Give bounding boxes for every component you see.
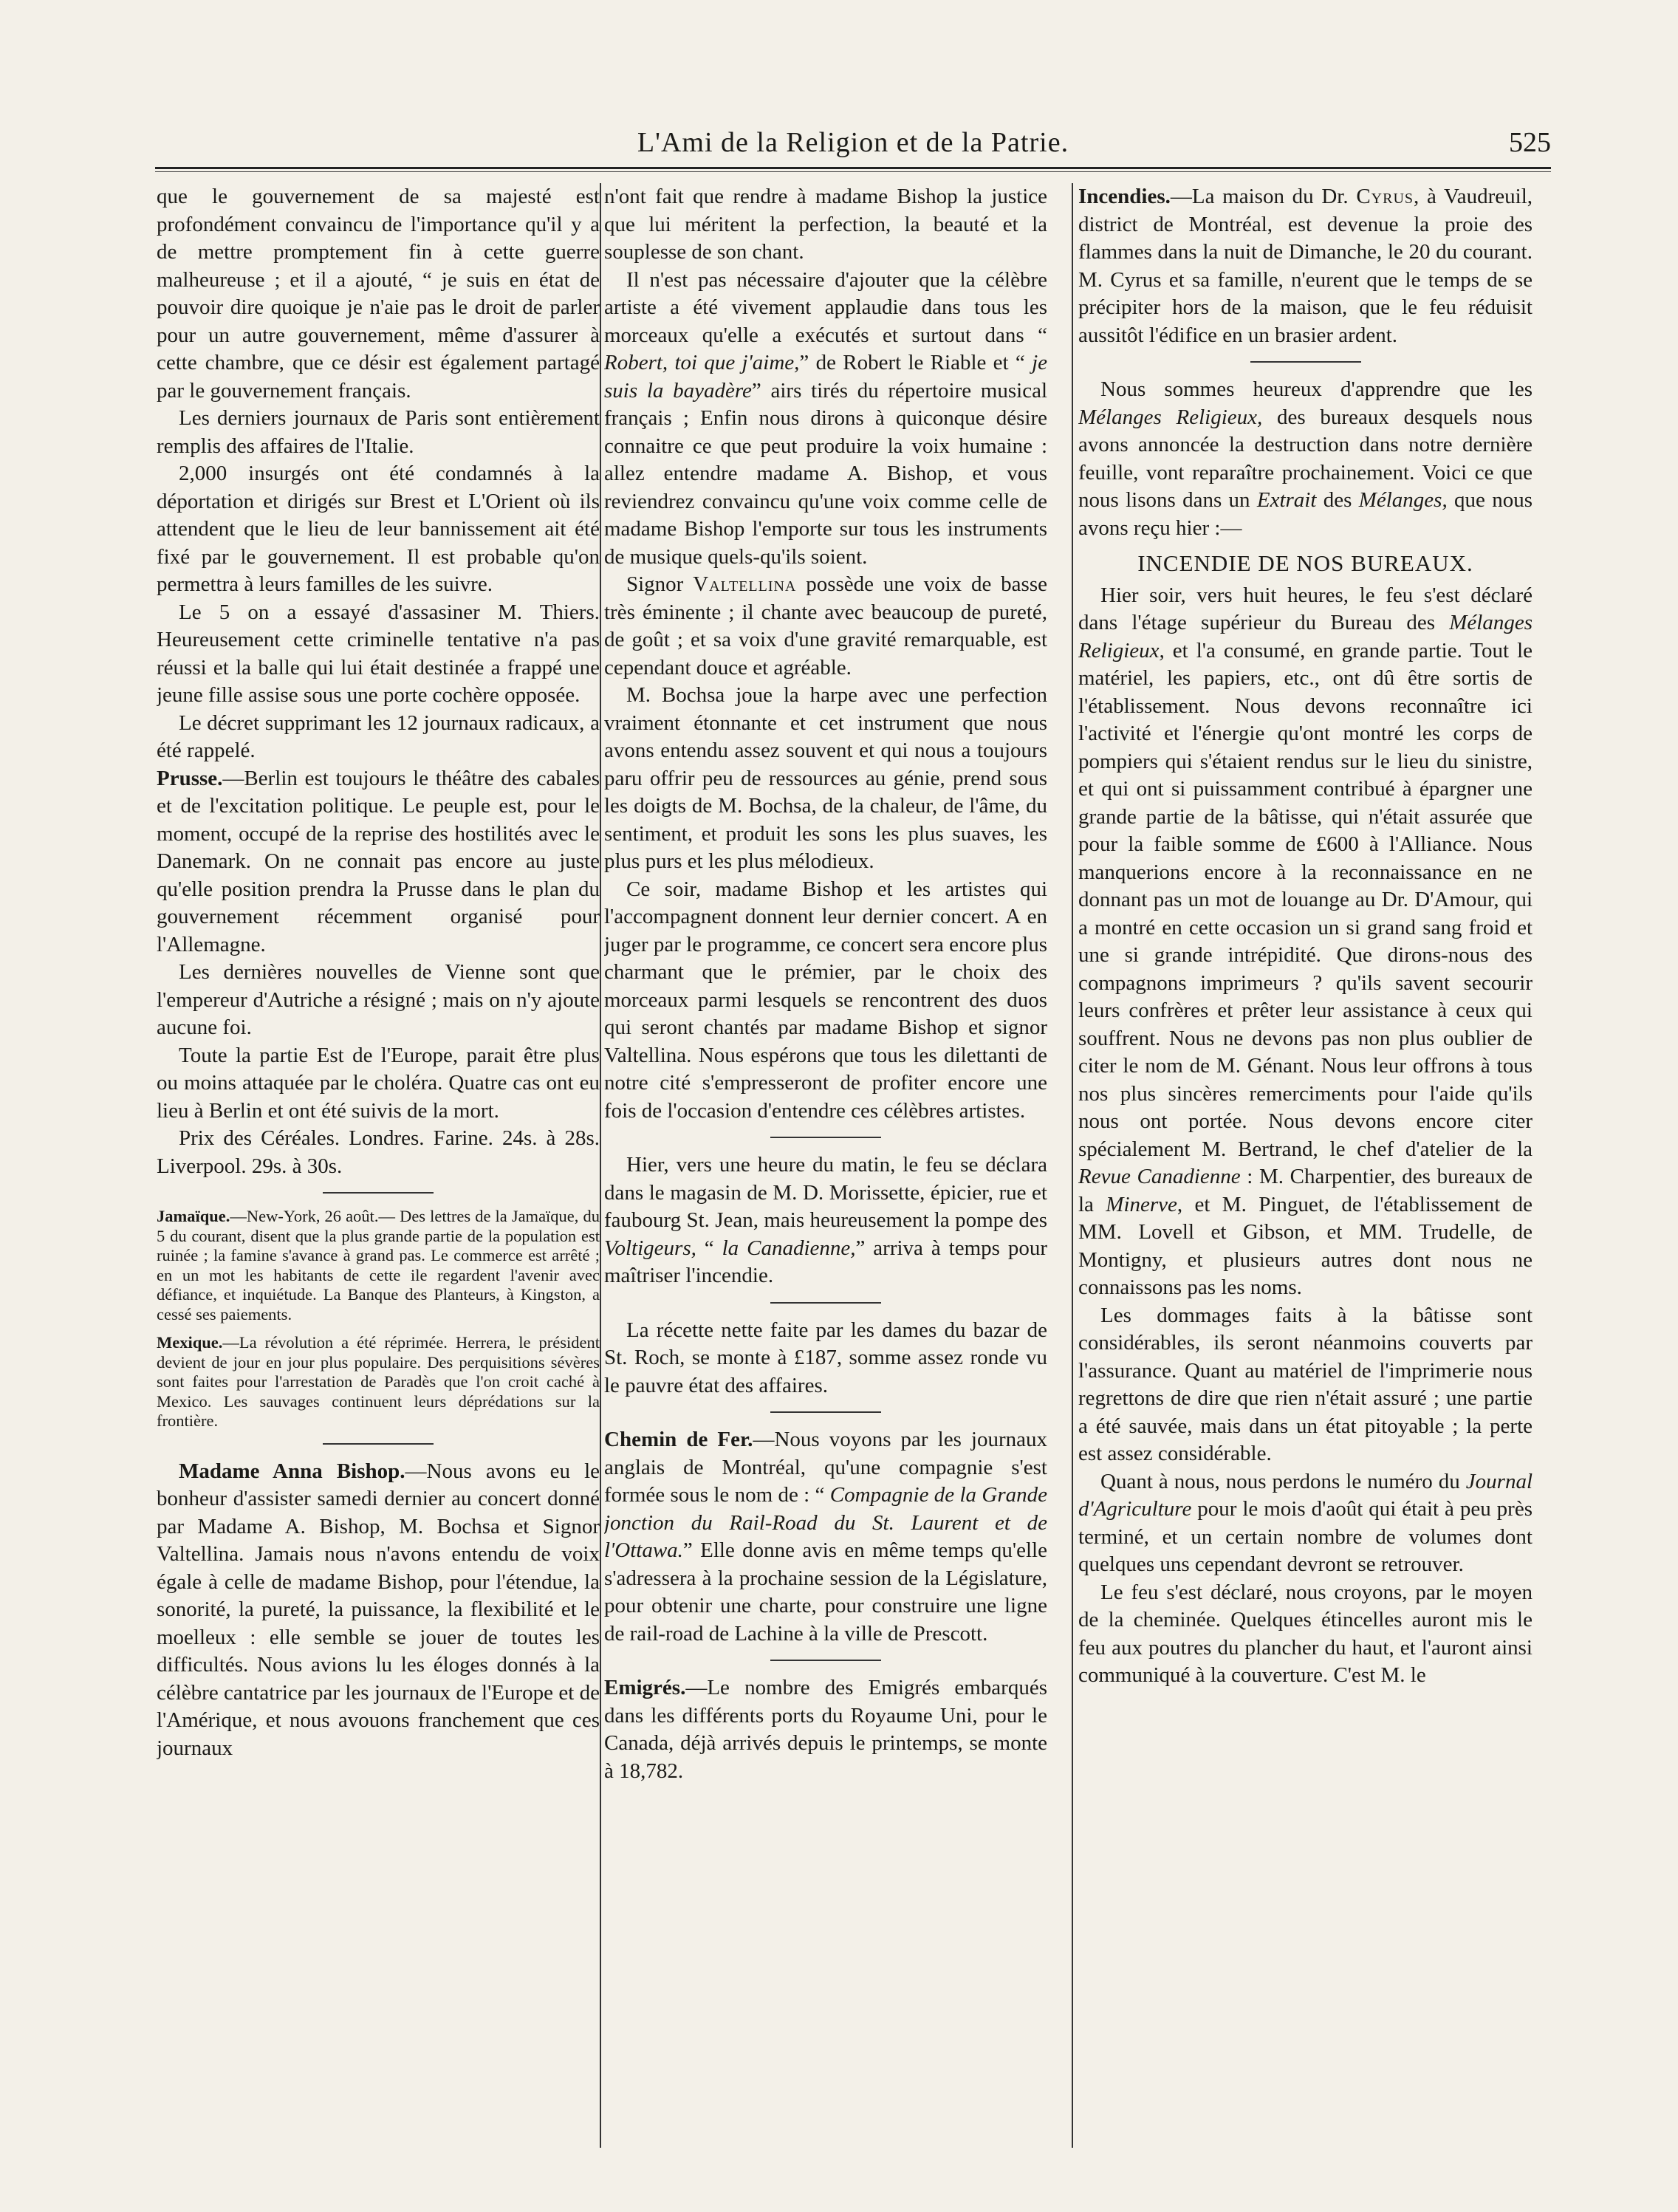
paragraph — [604, 267, 1047, 572]
article-heading: Prusse. — [157, 766, 223, 790]
header-rule-thin — [155, 171, 1551, 172]
text-run: ” Elle donne avis en même temps qu'elle s'adressera à la prochaine session de la Législature, pour obtenir une charte, pour construire une ligne de rail-road de Lachine à la ville de Prescott. — [604, 1538, 1047, 1646]
text-run: , et M. Pinguet, de l'établissement de MM. Lovell et Gibson, et MM. Trudelle, de Montigny, et plusieurs autres dont nous ne connaissons pas les noms. — [1078, 1192, 1533, 1299]
paragraph: Prix des Céréales. Londres. Farine. 24s. à 28s. Liverpool. 29s. à 30s. — [157, 1126, 600, 1178]
separator — [323, 1443, 434, 1445]
page-header — [155, 122, 1551, 166]
text-run: —Nous voyons par les journaux anglais de Montréal, qu'une compagnie s'est formée sous le nom de : “ — [604, 1428, 1047, 1507]
text-run: des — [1316, 488, 1359, 512]
italic-run: Journal d'Agriculture — [1078, 1469, 1533, 1521]
paragraph: 2,000 insurgés ont été condamnés à la déportation et dirigés sur Brest et L'Orient où ils attendent que le lieu de leur bannissement ait été fixé par le gouvernement. Il est probable qu'on permettra à leurs familles de les suivre. — [157, 462, 600, 596]
italic-run: Revue Canadienne — [1078, 1165, 1241, 1188]
text-run: ” arriva à temps pour maîtriser l'incendie. — [604, 1236, 1047, 1287]
separator — [323, 1192, 434, 1194]
article-heading: Mexique. — [157, 1333, 223, 1352]
section-title: INCENDIE DE NOS BUREAUX. — [1137, 550, 1473, 576]
separator — [770, 1411, 881, 1413]
text-run: Hier soir, vers huit heures, le feu s'est déclaré dans l'étage supérieur du Bureau des — [1078, 583, 1533, 634]
italic-run: Mélanges Religieux, — [1078, 611, 1533, 662]
paragraph — [604, 1151, 1047, 1290]
article-prusse — [157, 765, 600, 959]
separator — [770, 1302, 881, 1304]
text-run: ” de Robert le Riable et “ — [799, 351, 1033, 374]
article-jamaique — [157, 1207, 600, 1324]
article-chemin-de-fer — [604, 1426, 1047, 1648]
paragraph: Les dommages faits à la bâtisse sont considérables, ils seront néanmoins couverts par l'assurance. Quant au matériel de l'imprimerie nous regrettons de dire que rien n'était assuré ; une partie a été sauvée, mais dans un état pitoyable ; la perte est assez considérable. — [1078, 1303, 1533, 1465]
article-text: —New-York, 26 août.— Des lettres de la Jamaïque, du 5 du courant, disent que la plus grande partie de la population est ruinée ; la famine s'avance à grand pas. Le commerce est arrêté ; en un mot les habitants de cette ile regardent l'avenir avec défiance, et inquiétude. La Banque des Planteurs, à Kingston, a cessé ses paiements. — [157, 1207, 600, 1324]
article-heading: Incendies. — [1078, 185, 1171, 208]
italic-run: Extrait — [1256, 488, 1317, 512]
text-run: Il n'est pas nécessaire d'ajouter que la célèbre artiste a été vivement applaudie dans tous les morceaux qu'elle a exécutés et surtout dans “ — [604, 267, 1047, 347]
article-text: —La révolution a été réprimée. Herrera, le président devient de jour en jour plus populaire. Des perquisitions sévères sont faites pour l'arrestation de Paradès que l'on croit caché à Mexico. Les sauvages continuent leurs déprédations sur la frontière. — [157, 1333, 600, 1430]
small-news-block — [157, 1207, 600, 1431]
article-text: —Nous avons eu le bonheur d'assister samedi dernier au concert donné par Madame A. Bishop, M. Bochsa et Signor Valtellina. Jamais nous n'avons entendu de voix égale à celle de madame Bishop, pour l'étendue, la sonorité, la pureté, la puissance, la flexibilité et le moelleux : elle semble se jouer de toutes les difficultés. Nous avions lu les éloges donnés à la célèbre cantatrice par les journaux de l'Europe et de l'Amérique, et nous avouons franchement que ces journaux — [157, 1459, 600, 1760]
italic-run: la Canadienne, — [722, 1236, 856, 1260]
article-heading: Chemin de Fer. — [604, 1428, 753, 1451]
column-3 — [1078, 183, 1533, 2177]
paragraph: Toute la partie Est de l'Europe, parait être plus ou moins attaquée par le choléra. Quatre cas ont eu lieu à Berlin et ont été suivis de la mort. — [157, 1043, 600, 1123]
italic-run: Minerve — [1106, 1192, 1177, 1216]
paragraph: Ce soir, madame Bishop et les artistes qui l'accompagnent donnent leur dernier concert. A en juger par le programme, ce concert sera encore plus charmant que le prémier, par le choix des morceaux parmi lesquels se rencontrent des duos qui seront chantés par madame Bishop et signor Valtellina. Nous espérons que tous les dilettanti de notre cité s'empresseront de profiter encore une fois de l'occasion d'entendre ces célèbres artistes. — [604, 877, 1047, 1123]
text-run: Quant à nous, nous perdons le numéro du — [1100, 1469, 1466, 1493]
separator — [1250, 361, 1361, 363]
italic-run: Mélanges Religieux, — [1078, 405, 1263, 429]
paragraph: M. Bochsa joue la harpe avec une perfection vraiment étonnante et cet instrument que nous avons entendu assez souvent et qui nous a toujours paru offrir peu de ressources au génie, prend sous les doigts de M. Bochsa, de la chaleur, de l'âme, du sentiment, et produit les sons les plus suaves, les plus purs et les plus mélodieux. — [604, 683, 1047, 873]
text-run: Signor — [626, 572, 694, 596]
article-heading: Madame Anna Bishop. — [179, 1459, 405, 1483]
text-run: et l'a consumé, en grande partie. Tout le matériel, les papiers, etc., ont dû être sortis de l'établissement. Nous devons reconnaître ici l'activité et l'énergie qu'ont montré les corps de pompiers qui s'étaient rendus sur le lieu du sinistre, et qui ont si puissamment contribué à épargner une grande partie de la bâtisse, qui n'était assurée que pour la faible somme de £600 à l'Alliance. Nous manquerions encore à la reconnaissance en ne donnant pas un mot de louange au Dr. D'Amour, qui a montré en cette occasion un si grand sang froid et une si grande intrépidité. Que dirons-nous des compagnons imprimeurs ? qu'ils savent secourir leurs confrères et prêter leur assistance à ceux qui souffrent. Nous ne devons pas non plus oublier de citer le nom de M. Génant. Nous leur offrons à tous nos plus sincères remerciments pour l'aide qu'ils nous ont portée. Nous devons encore citer spécialement M. Bertrand, le chef d'atelier de la — [1078, 638, 1533, 1161]
paragraph: Le feu s'est déclaré, nous croyons, par le moyen de la cheminée. Quelques étincelles auront mis le feu aux poutres du plancher du haut, et l'auront ainsi communiqué à la couverture. C'est M. le — [1078, 1580, 1533, 1687]
column-divider-1 — [600, 183, 601, 2148]
article-text: —Le nombre des Emigrés embarqués dans les différents ports du Royaume Uni, pour le Canada, déjà arrivés depuis le printemps, se monte à 18,782. — [604, 1676, 1047, 1783]
article-heading: Jamaïque. — [157, 1207, 230, 1225]
italic-run: Voltigeurs, — [604, 1236, 696, 1260]
paragraph — [1078, 376, 1533, 542]
text-run: Hier, vers une heure du matin, le feu se déclara dans le magasin de M. D. Morissette, épicier, rue et faubourg St. Jean, mais heureusement la pompe des — [604, 1153, 1047, 1232]
italic-run: je suis la bayadère — [604, 351, 1047, 403]
article-mexique — [157, 1333, 600, 1431]
paragraph — [604, 571, 1047, 682]
text-run: possède une voix de basse très éminente ; il chante avec beaucoup de pureté, de goût ; et sa voix d'une gravité remarquable, est cependant douce et agréable. — [604, 572, 1047, 679]
paragraph: Les derniers journaux de Paris sont entièrement remplis des affaires de l'Italie. — [157, 406, 600, 458]
smallcaps-run: Valtellina — [693, 572, 797, 596]
text-run: ” airs tirés du répertoire musical français ; Enfin nous dirons à quiconque désire connaitre ce que peut produire la voix humaine : allez entendre madame A. Bishop, et vous reviendrez convaincu qu'une voix comme celle de madame Bishop l'emporte sur tous les instruments de musique quels-qu'ils soient. — [604, 378, 1047, 569]
text-run: —La maison du Dr. — [1170, 185, 1357, 208]
paragraph: La récette nette faite par les dames du bazar de St. Roch, se monte à £187, somme assez ronde vu le pauvre état des affaires. — [604, 1318, 1047, 1397]
article-text: —Berlin est toujours le théâtre des cabales et de l'excitation politique. Le peuple est, pour le moment, occupé de la reprise des hostilités avec le Danemark. On ne connait pas encore au juste qu'elle position prendra la Prusse dans le plan du gouvernement récemment organisé pour l'Allemagne. — [157, 766, 600, 956]
text-run: : M. Charpentier, des bureaux de la — [1078, 1165, 1533, 1216]
italic-run: Compagnie de la Grande jonction du Rail-Road du St. Laurent et de l'Ottawa. — [604, 1483, 1047, 1562]
running-title: L'Ami de la Religion et de la Patrie. — [637, 127, 1069, 158]
article-incendies — [1078, 183, 1533, 349]
text-run: “ — [696, 1236, 722, 1260]
paragraph: Les dernières nouvelles de Vienne sont que l'empereur d'Autriche a résigné ; mais on n'y ajoute aucune foi. — [157, 960, 600, 1039]
paragraph: n'ont fait que rendre à madame Bishop la justice que lui méritent la perfection, la beauté et la souplesse de son chant. — [604, 185, 1047, 264]
text-run: Nous sommes heureux d'apprendre que les — [1100, 377, 1533, 401]
column-1 — [157, 183, 600, 2177]
separator — [770, 1137, 881, 1138]
separator — [770, 1660, 881, 1661]
text-run: que nous avons reçu hier :— — [1078, 488, 1533, 540]
column-2 — [604, 183, 1047, 2177]
header-rule — [155, 167, 1551, 169]
paragraph: Le décret supprimant les 12 journaux radicaux, a été rappelé. — [157, 710, 600, 762]
text-run: pour le mois d'août qui était à peu près terminé, et un certain nombre de volumes dont quelques uns cependant devront se retrouver. — [1078, 1497, 1533, 1576]
text-run: , à Vaudreuil, district de Montréal, est devenue la proie des flammes dans la nuit de Dimanche, le 20 du courant. M. Cyrus et sa famille, n'eurent que le temps de se précipiter hors de la maison, que le feu réduisit aussitôt l'édifice en un brasier ardent. — [1078, 185, 1533, 347]
paragraph — [1078, 1468, 1533, 1579]
article-emigres — [604, 1674, 1047, 1785]
column-divider-2 — [1072, 183, 1073, 2148]
article-heading: Emigrés. — [604, 1676, 686, 1699]
smallcaps-run: Cyrus — [1356, 185, 1414, 208]
text-run: des bureaux desquels nous avons annoncée la destruction dans notre dernière feuille, vont reparaître prochainement. Voici ce que nous lisons dans un — [1078, 405, 1533, 512]
paragraph: que le gouvernement de sa majesté est profondément convaincu de l'importance qu'il y a de mettre promptement fin à cette guerre malheureuse ; et il a ajouté, “ je suis en état de pouvoir dire quoique je n'aie pas le droit de parler pour un autre gouvernement, même d'assurer à cette chambre, que ce désir est également partagé par le gouvernement français. — [157, 185, 600, 403]
page-number: 525 — [1509, 127, 1551, 158]
article-bishop — [157, 1458, 600, 1763]
paragraph: Le 5 on a essayé d'assasiner M. Thiers. Heureusement cette criminelle tentative n'a pas réussi et la balle qui lui était destinée a frappé une jeune fille assise sous une porte cochère opposée. — [157, 600, 600, 707]
italic-run: Mélanges, — [1358, 488, 1448, 512]
italic-run: Robert, toi que j'aime, — [604, 351, 800, 374]
paragraph — [1078, 582, 1533, 1302]
